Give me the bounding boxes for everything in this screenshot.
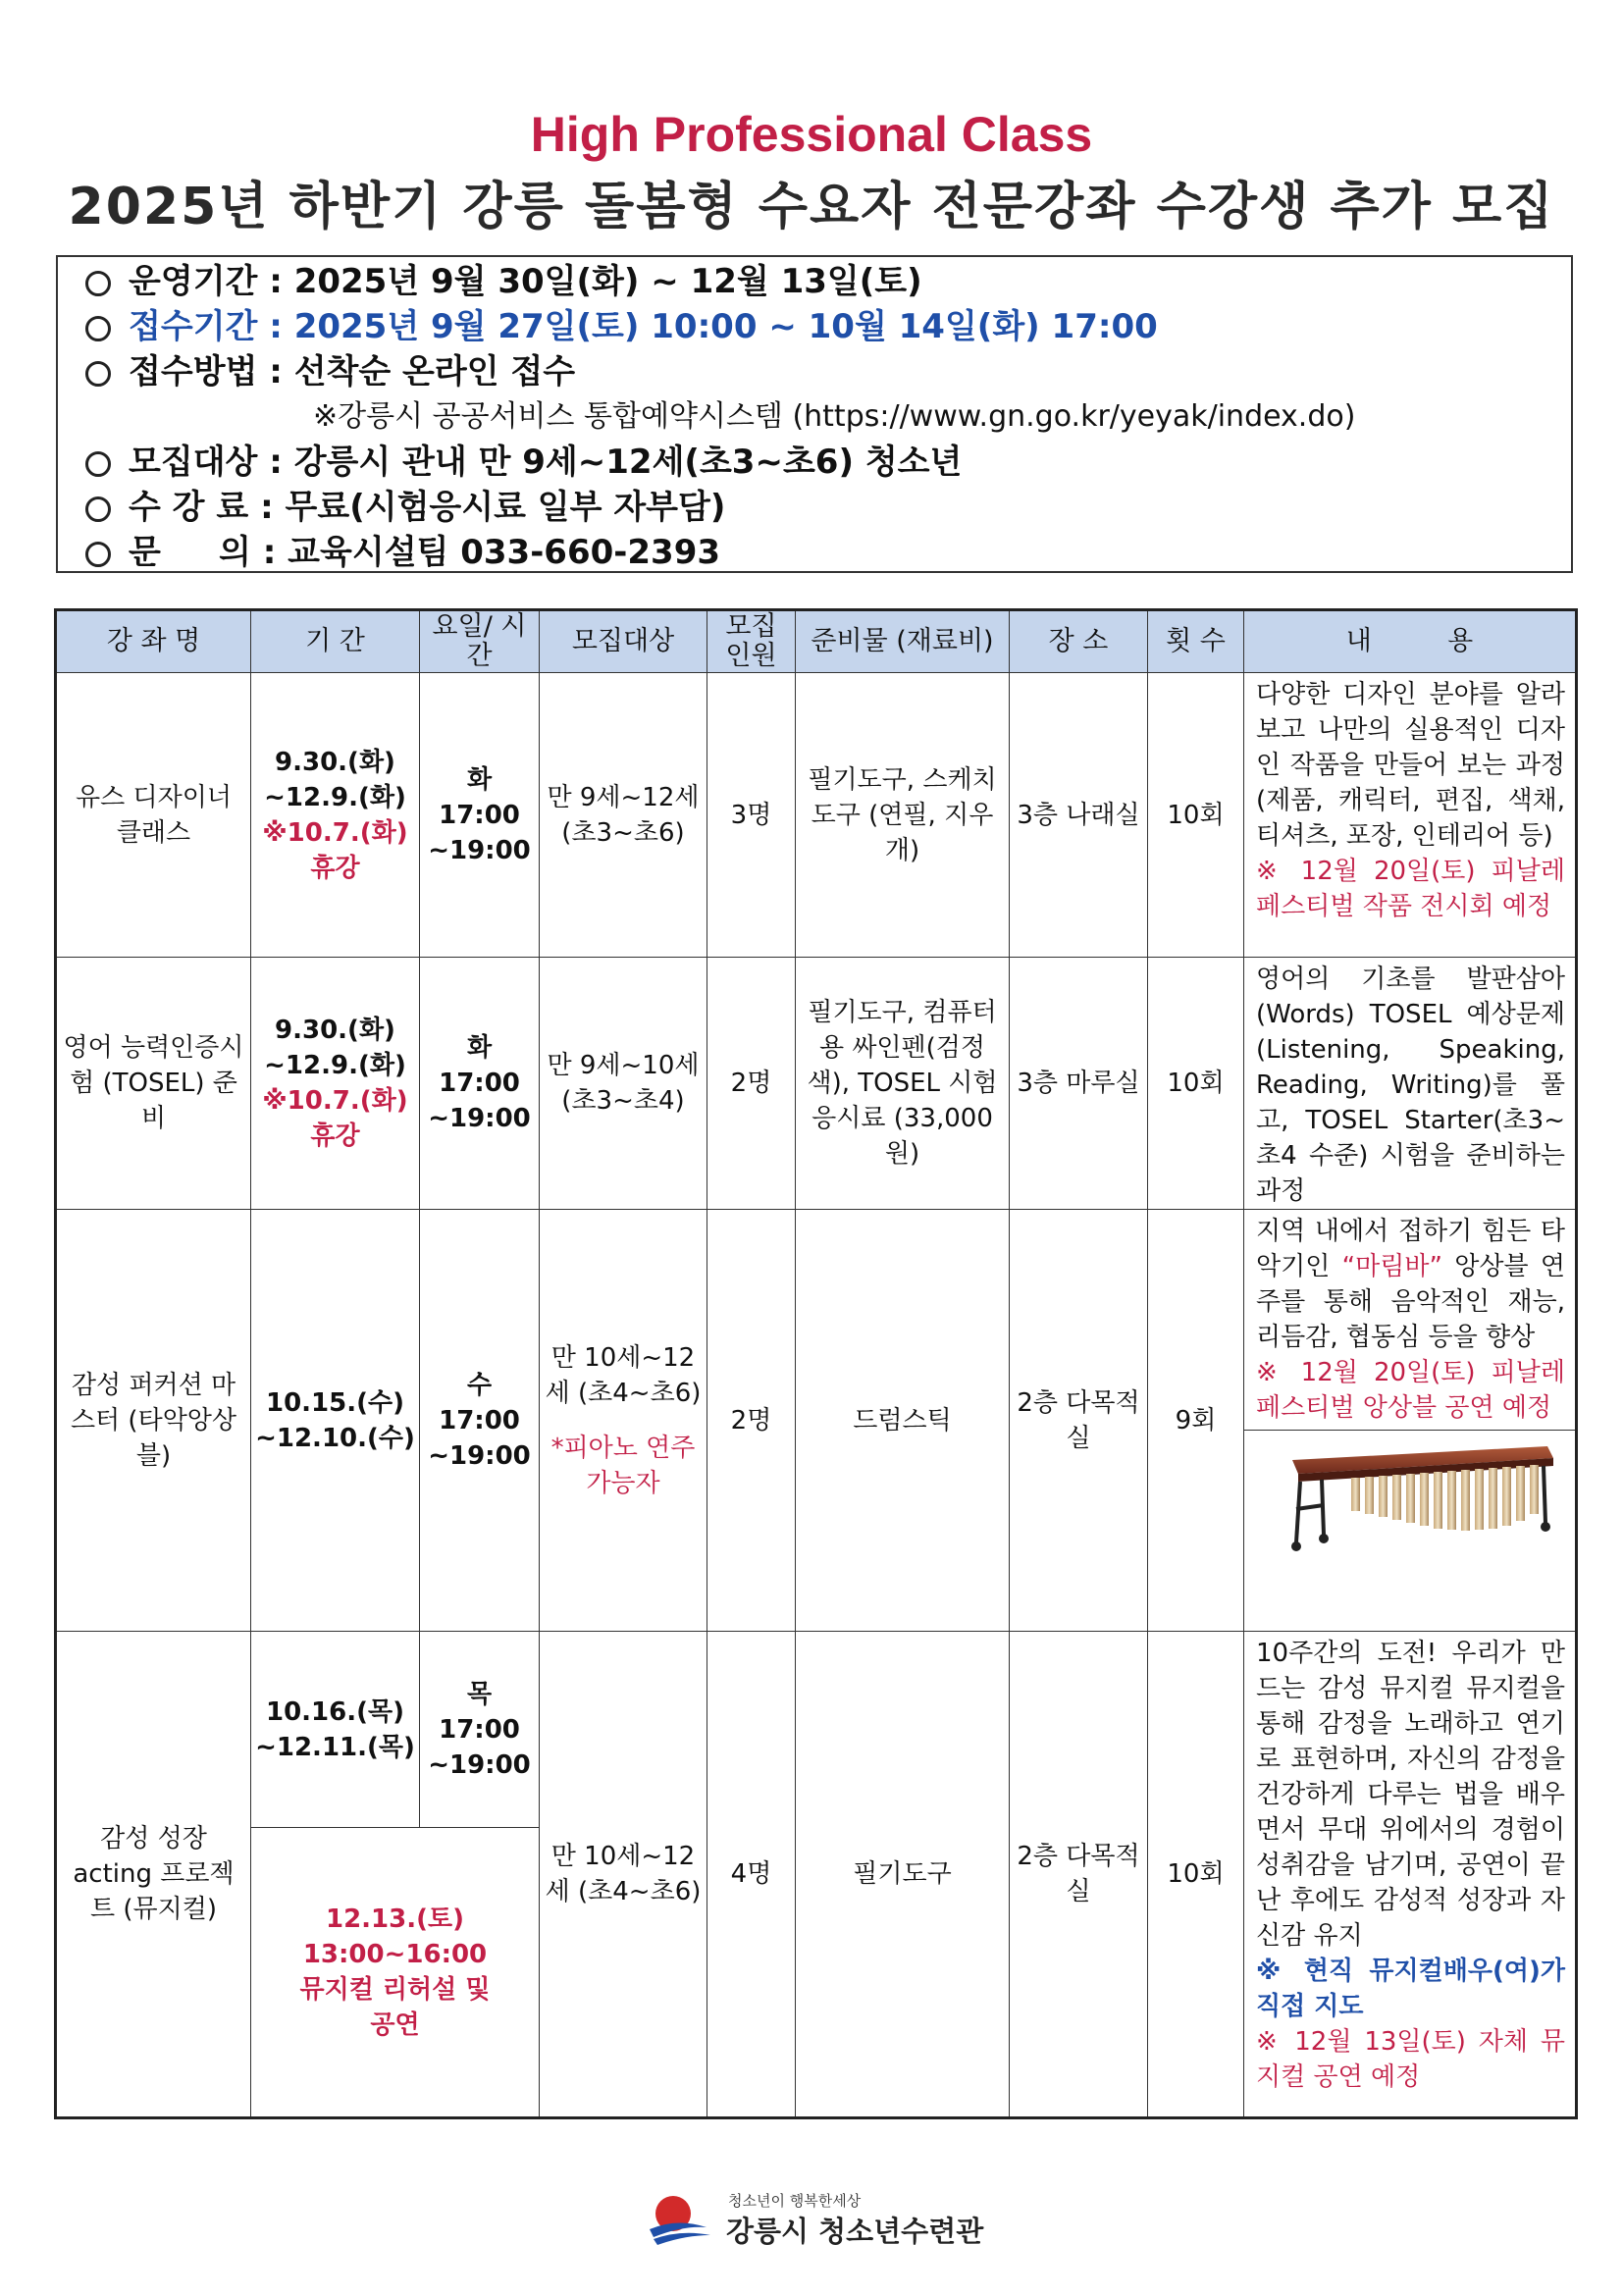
course-table [54, 608, 1578, 2119]
course-period: 9.30.(화) ~12.9.(화) ※10.7.(화) 휴강 [251, 673, 420, 958]
table-row [56, 1632, 1577, 1828]
course-time: 수 17:00 ~19:00 [420, 1210, 540, 1632]
subtitle-english: High Professional Class [530, 107, 1093, 162]
course-description: 10주간의 도전! 우리가 만드는 감성 뮤지컬 뮤지컬을 통해 감정을 노래하고 연기로 표현하며, 자신의 감정을 건강하게 다루는 법을 배우면서 무대 위에서의 경험이 성취감을 남기며, 공연이 끝난 후에도 감성적 성장과 자신감 유지 ※ 현직 뮤지컬배우(여)가 직접 지도 ※ 12월 13일(토) 자체 뮤지컬 공연 예정 [1244, 1632, 1577, 2118]
circle-bullet-icon [85, 271, 111, 296]
course-place: 2층 다목적실 [1010, 1210, 1148, 1632]
course-place: 3층 마루실 [1010, 958, 1148, 1210]
course-period: 10.15.(수) ~12.10.(수) [251, 1210, 420, 1632]
course-time: 목 17:00 ~19:00 [420, 1632, 540, 1828]
organization-logo-icon [648, 2190, 718, 2249]
course-name: 감성 성장 acting 프로젝트 (뮤지컬) [56, 1632, 251, 2118]
table-header-row [56, 610, 1577, 673]
header-capacity: 모집 인원 [707, 610, 796, 673]
course-name: 감성 퍼커션 마스터 (타악앙상블) [56, 1210, 251, 1632]
header-course-name: 강 좌 명 [56, 610, 251, 673]
course-target: 만 10세~12세 (초4~초6) *피아노 연주 가능자 [540, 1210, 707, 1632]
page-title: 2025년 하반기 강릉 돌봄형 수요자 전문강좌 수강생 추가 모집 [68, 178, 1555, 236]
course-target: 만 9세~10세 (초3~초4) [540, 958, 707, 1210]
circle-bullet-icon [85, 361, 111, 387]
course-materials: 필기도구, 컴퓨터용 싸인펜(검정색), TOSEL 시험 응시료 (33,000원) [796, 958, 1010, 1210]
marimba-quote: “마림바” [1341, 1252, 1442, 1281]
info-reservation-note: ※강릉시 공공서비스 통합예약시스템 (https://www.gn.go.kr/yeyak/index.do) [313, 399, 1356, 434]
course-name: 유스 디자이너 클래스 [56, 673, 251, 958]
course-sessions: 10회 [1148, 958, 1244, 1210]
course-capacity: 4명 [707, 1632, 796, 2118]
footer-logo [648, 2190, 1040, 2249]
header-materials: 준비물 (재료비) [796, 610, 1010, 673]
marimba-image [1263, 1440, 1557, 1558]
period-note: ※10.7.(화) 휴강 [262, 1086, 408, 1151]
circle-bullet-icon [85, 316, 111, 341]
description-note-instructor: ※ 현직 뮤지컬배우(여)가 직접 지도 [1256, 1957, 1565, 2021]
course-period: 9.30.(화) ~12.9.(화) ※10.7.(화) 휴강 [251, 958, 420, 1210]
period-note: ※10.7.(화) 휴강 [262, 817, 408, 883]
course-materials: 필기도구 [796, 1632, 1010, 2118]
course-description: 다양한 디자인 분야를 알라보고 나만의 실용적인 디자인 작품을 만들어 보는 과정(제품, 캐릭터, 편집, 색채, 티셔츠, 포장, 인테리어 등) ※ 12월 20일(토) 피날레 페스티벌 작품 전시회 예정 [1244, 673, 1577, 958]
description-note: ※ 12월 20일(토) 피날레 페스티벌 작품 전시회 예정 [1256, 857, 1565, 921]
circle-bullet-icon [85, 542, 111, 567]
course-sessions: 10회 [1148, 673, 1244, 958]
course-sessions: 9회 [1148, 1210, 1244, 1632]
course-sessions: 10회 [1148, 1632, 1244, 2118]
circle-bullet-icon [85, 451, 111, 477]
course-capacity: 2명 [707, 1210, 796, 1632]
info-application-method: 접수방법 : 선착순 온라인 접수 [85, 349, 1571, 394]
table-row [56, 958, 1577, 1210]
course-time: 화 17:00 ~19:00 [420, 958, 540, 1210]
footer-slogan: 청소년이 행복한세상 [728, 2192, 862, 2210]
header-period: 기 간 [251, 610, 420, 673]
info-box [56, 255, 1573, 573]
course-time: 화 17:00 ~19:00 [420, 673, 540, 958]
course-capacity: 3명 [707, 673, 796, 958]
table-row [56, 673, 1577, 958]
special-session: 12.13.(토) 13:00~16:00 뮤지컬 리허설 및 공연 [251, 1828, 540, 2118]
course-period: 10.16.(목) ~12.11.(목) [251, 1632, 420, 1828]
header-place: 장 소 [1010, 610, 1148, 673]
course-target: 만 10세~12세 (초4~초6) [540, 1632, 707, 2118]
target-note: *피아노 연주 가능자 [550, 1433, 696, 1498]
course-materials: 필기도구, 스케치도구 (연필, 지우개) [796, 673, 1010, 958]
footer-organization: 강릉시 청소년수련관 [726, 2215, 984, 2248]
info-contact: 문 의 : 교육시설팀 033-660-2393 [85, 530, 1571, 575]
info-application-period: 접수기간 : 2025년 9월 27일(토) 10:00 ~ 10월 14일(화) 17:00 [85, 304, 1571, 349]
table-row [56, 1210, 1577, 1632]
course-name: 영어 능력인증시험 (TOSEL) 준비 [56, 958, 251, 1210]
info-period: 운영기간 : 2025년 9월 30일(화) ~ 12월 13일(토) [85, 259, 1571, 304]
course-place: 3층 나래실 [1010, 673, 1148, 958]
course-capacity: 2명 [707, 958, 796, 1210]
description-note: ※ 12월 20일(토) 피날레 페스티벌 앙상블 공연 예정 [1256, 1358, 1565, 1423]
course-target: 만 9세~12세 (초3~초6) [540, 673, 707, 958]
header-content: 내 용 [1244, 610, 1577, 673]
course-description: 영어의 기초를 발판삼아 (Words) TOSEL 예상문제(Listening, Speaking, Reading, Writing)를 풀고, TOSEL Starter(초3~초4 수준) 시험을 준비하는 과정 [1244, 958, 1577, 1210]
header-target: 모집대상 [540, 610, 707, 673]
description-note: ※ 12월 13일(토) 자체 뮤지컬 공연 예정 [1256, 2027, 1565, 2092]
header-day-time: 요일/ 시간 [420, 610, 540, 673]
course-place: 2층 다목적실 [1010, 1632, 1148, 2118]
circle-bullet-icon [85, 496, 111, 522]
info-target: 모집대상 : 강릉시 관내 만 9세~12세(초3~초6) 청소년 [85, 440, 1571, 485]
header-sessions: 횟 수 [1148, 610, 1244, 673]
course-materials: 드럼스틱 [796, 1210, 1010, 1632]
info-fee: 수 강 료 : 무료(시험응시료 일부 자부담) [85, 485, 1571, 530]
course-description: 지역 내에서 접하기 힘든 타악기인 “마림바” 앙상블 연주를 통해 음악적인 재능, 리듬감, 협동심 등을 향상 ※ 12월 20일(토) 피날레 페스티벌 앙상블 공연 예정 [1244, 1210, 1577, 1632]
